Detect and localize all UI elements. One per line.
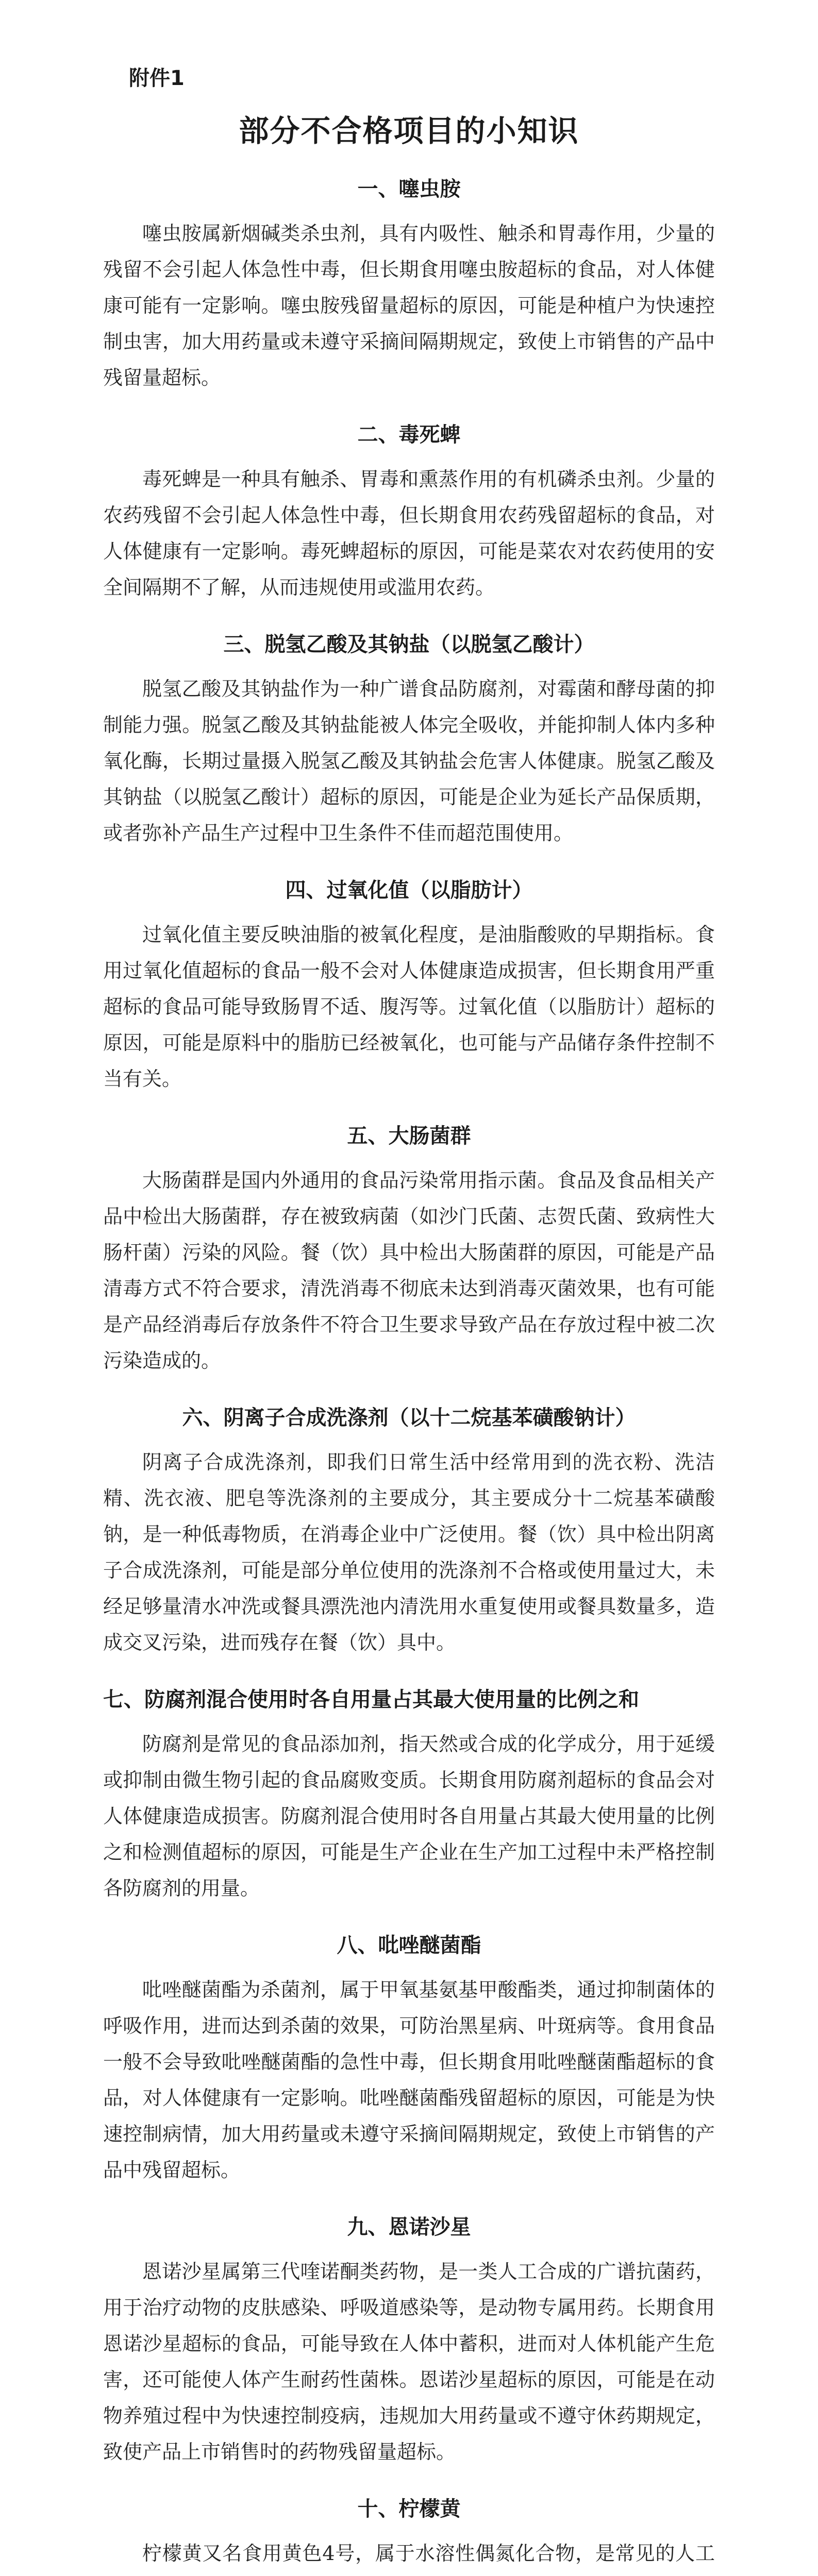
section-paragraph: 过氧化值主要反映油脂的被氧化程度，是油脂酸败的早期指标。食用过氧化值超标的食品一般不会对人体健康造成损害，但长期食用严重超标的食品可能导致肠胃不适、腹泻等。过氧化值（以脂肪计）超标的原因，可能是原料中的脂肪已经被氧化，也可能与产品储存条件控制不当有关。	[103, 923, 715, 1090]
sections-container	[103, 173, 715, 2576]
section-heading: 十、柠檬黄	[357, 2497, 461, 2521]
document-title: 部分不合格项目的小知识	[239, 113, 579, 148]
section-paragraph: 脱氢乙酸及其钠盐作为一种广谱食品防腐剂，对霉菌和酵母菌的抑制能力强。脱氢乙酸及其钠盐能被人体完全吸收，并能抑制人体内多种氧化酶，长期过量摄入脱氢乙酸及其钠盐会危害人体健康。脱氢乙酸及其钠盐（以脱氢乙酸计）超标的原因，可能是企业为延长产品保质期，或者弥补产品生产过程中卫生条件不佳而超范围使用。	[103, 677, 715, 844]
section-paragraph: 大肠菌群是国内外通用的食品污染常用指示菌。食品及食品相关产品中检出大肠菌群，存在被致病菌（如沙门氏菌、志贺氏菌、致病性大肠杆菌）污染的风险。餐（饮）具中检出大肠菌群的原因，可能是产品清毒方式不符合要求，清洗消毒不彻底未达到消毒灭菌效果，也有可能是产品经消毒后存放条件不符合卫生要求导致产品在存放过程中被二次污染造成的。	[103, 1169, 715, 1372]
section-paragraph: 柠檬黄又名食用黄色4号，属于水溶性偶氮化合物，是常见的人工	[142, 2542, 715, 2565]
section-heading: 三、脱氢乙酸及其钠盐（以脱氢乙酸计）	[223, 633, 595, 656]
section-heading: 九、恩诺沙星	[347, 2215, 471, 2239]
section-paragraph: 毒死蜱是一种具有触杀、胃毒和熏蒸作用的有机磷杀虫剂。少量的农药残留不会引起人体急性中毒，但长期食用农药残留超标的食品，对人体健康有一定影响。毒死蜱超标的原因，可能是菜农对农药使用的安全间隔期不了解，从而违规使用或滥用农药。	[103, 468, 715, 599]
section-paragraph: 吡唑醚菌酯为杀菌剂，属于甲氧基氨基甲酸酯类，通过抑制菌体的呼吸作用，进而达到杀菌的效果，可防治黑星病、叶斑病等。食用食品一般不会导致吡唑醚菌酯的急性中毒，但长期食用吡唑醚菌酯超标的食品，对人体健康有一定影响。吡唑醚菌酯残留超标的原因，可能是为快速控制病情，加大用药量或未遵守采摘间隔期规定，致使上市销售的产品中残留超标。	[103, 1978, 715, 2181]
section-heading: 七、防腐剂混合使用时各自用量占其最大使用量的比例之和	[103, 1688, 639, 1711]
section-paragraph: 恩诺沙星属第三代喹诺酮类药物，是一类人工合成的广谱抗菌药，用于治疗动物的皮肤感染、呼吸道感染等，是动物专属用药。长期食用恩诺沙星超标的食品，可能导致在人体中蓄积，进而对人体机能产生危害，还可能使人体产生耐药性菌株。恩诺沙星超标的原因，可能是在动物养殖过程中为快速控制疫病，违规加大用药量或不遵守休药期规定，致使产品上市销售时的药物残留量超标。	[103, 2260, 715, 2463]
section-heading: 八、吡唑醚菌酯	[337, 1934, 481, 1957]
section-paragraph: 噻虫胺属新烟碱类杀虫剂，具有内吸性、触杀和胃毒作用，少量的残留不会引起人体急性中毒，但长期食用噻虫胺超标的食品，对人体健康可能有一定影响。噻虫胺残留量超标的原因，可能是种植户为快速控制虫害，加大用药量或未遵守采摘间隔期规定，致使上市销售的产品中残留量超标。	[103, 222, 715, 389]
section-heading: 二、毒死蜱	[357, 423, 461, 447]
section-heading: 六、阴离子合成洗涤剂（以十二烷基苯磺酸钠计）	[182, 1406, 636, 1430]
section-paragraph: 阴离子合成洗涤剂，即我们日常生活中经常用到的洗衣粉、洗洁精、洗衣液、肥皂等洗涤剂的主要成分，其主要成分十二烷基苯磺酸钠，是一种低毒物质，在消毒企业中广泛使用。餐（饮）具中检出阴离子合成洗涤剂，可能是部分单位使用的洗涤剂不合格或使用量过大，未经足够量清水冲洗或餐具漂洗池内清洗用水重复使用或餐具数量多，造成交叉污染，进而残存在餐（饮）具中。	[103, 1451, 715, 1654]
section-heading: 四、过氧化值（以脂肪计）	[285, 878, 533, 902]
section-heading: 五、大肠菌群	[347, 1124, 471, 1148]
attachment-label: 附件1	[129, 66, 185, 90]
section-heading: 一、噻虫胺	[357, 177, 461, 201]
section-paragraph: 防腐剂是常见的食品添加剂，指天然或合成的化学成分，用于延缓或抑制由微生物引起的食品腐败变质。长期食用防腐剂超标的食品会对人体健康造成损害。防腐剂混合使用时各自用量占其最大使用量的比例之和检测值超标的原因，可能是生产企业在生产加工过程中未严格控制各防腐剂的用量。	[103, 1733, 715, 1900]
